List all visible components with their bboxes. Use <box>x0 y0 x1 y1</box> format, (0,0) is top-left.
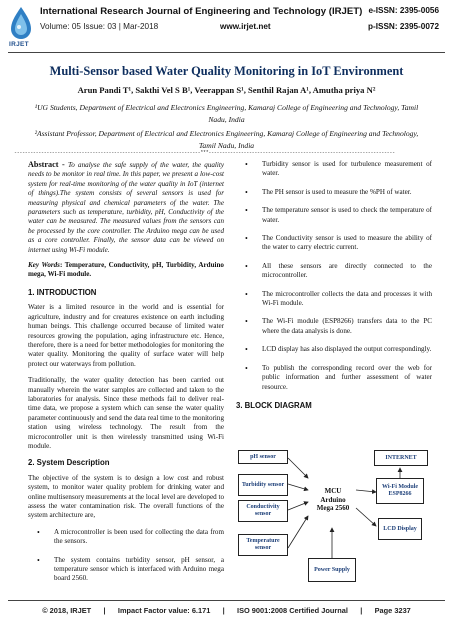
bullet-icon: • <box>245 261 248 271</box>
temperature-sensor-block: Temperature sensor <box>238 534 288 556</box>
journal-name: International Research Journal of Engineering and Technology (IRJET) <box>40 6 363 17</box>
arrow-mcu-to-lcd <box>356 508 376 526</box>
bullet-icon: • <box>245 363 248 373</box>
bullet-icon: • <box>245 234 248 244</box>
keywords <box>28 261 224 280</box>
section-heading-system-description: 2. System Description <box>28 458 110 468</box>
list-item: • All these sensors are directly connected to the microcontroller. <box>245 261 432 280</box>
p-issn: p-ISSN: 2395-0072 <box>368 22 439 31</box>
abstract-text: To analyse the safe supply of the water, the quality needs to be monitor in real time. In this paper, we present a low-cost system for real-time monitoring of the water quality in IoT (internet of things).The system consists of several sensors is used for measuring physical and chemical parameters of the water. The parameters such as temperature, turbidity, pH, Conductivity of the water can be measured. The measured values from the sensors can be processed by the core controller. The Arduino mega can be used as a core controller. Finally, the sensor data can be viewed on internet using Wi-Fi module. <box>28 161 224 254</box>
bullet-icon: • <box>37 555 40 565</box>
list-item: • The PH sensor is used to measure the %PH of water. <box>245 187 412 197</box>
wifi-module-block: Wi-Fi Module ESP8266 <box>376 478 424 504</box>
section-heading-block-diagram: 3. BLOCK DIAGRAM <box>236 400 312 410</box>
lcd-display-block: LCD Display <box>378 518 422 540</box>
keywords-text: : Temperature, Conductivity, pH, Turbidity, Arduino mega, Wi-Fi module. <box>28 261 224 279</box>
section-separator: ---------------------------------------------------------------------***--------------------------------------------------------------------- <box>14 150 395 156</box>
abstract-label: Abstract - <box>28 160 65 169</box>
paper-title: Multi-Sensor based Water Quality Monitoring in IoT Environment <box>49 64 404 78</box>
keywords-label: Key Words <box>28 261 60 270</box>
bullet-icon: • <box>245 345 248 355</box>
intro-paragraph-2: Traditionally, the water quality detection has been carried out manually wherein the water samples are collected and taken to the laboratories for analysis. Since these methods fail to deliver real-time data, we propose a system which can sense the water quality parameter continuously and send the data real time to the monitoring station using wireless technology. The result from the microcontroller unit is then wirelessly transmitted using Wi-Fi module. <box>28 376 224 450</box>
paper-authors: Arun Pandi T¹, Sakthi Vel S B¹, Veerappan S¹, Senthil Rajan A¹, Amutha priya N² <box>77 85 376 95</box>
volume-issue: Volume: 05 Issue: 03 | Mar-2018 <box>40 22 159 31</box>
affiliation-1: ¹UG Students, Department of Electrical and Electronics Engineering, Kamaraj College of Engineering and Technology, Tamil Nadu, India <box>34 103 419 124</box>
affiliation-2: ²Assistant Professor, Department of Electrical and Electronics Engineering, Kamaraj College of Engineering and Technology, Tamil Nadu, India <box>34 129 419 150</box>
arrow-turbidity-to-mcu <box>288 484 308 490</box>
system-bullet-list <box>28 528 224 584</box>
arrow-temperature-to-mcu <box>288 516 308 548</box>
e-issn: e-ISSN: 2395-0056 <box>368 6 439 15</box>
bullet-icon: • <box>245 317 248 327</box>
list-item: • The microcontroller collects the data and processes it with Wi-Fi module. <box>245 289 432 308</box>
power-supply-block: Power Supply <box>308 558 356 582</box>
footer-divider <box>8 600 445 601</box>
list-item: • The temperature sensor is used to check the temperature of water. <box>245 206 432 224</box>
bullet-icon: • <box>245 206 248 216</box>
system-paragraph: The objective of the system is to design a low cost and robust system, to monitor water quality problem for drinking water and online multisensory measurements at the local level are developed to assess the water contamination risk. The overall functions of the system architecture are, <box>28 473 224 520</box>
bullet-icon: • <box>245 160 248 169</box>
bullet-icon: • <box>245 289 248 299</box>
list-item: • The system contains turbidity sensor, pH sensor, a temperature sensor which is interfaced with Arduino mega board 2560. <box>37 555 224 583</box>
bullet-icon: • <box>245 187 248 197</box>
arrow-mcu-to-wifi <box>356 490 376 492</box>
abstract <box>28 160 224 255</box>
journal-url[interactable]: www.irjet.net <box>220 22 271 31</box>
conductivity-sensor-block: Conductivity sensor <box>238 500 288 522</box>
intro-paragraph-1: Water is a limited resource in the world and is essential for agriculture, industry and for creatures existence on earth including human beings. This challenge occurred because of limited water resources growing the population, aging infrastructure etc. Hence, therefore, there is a need for better methodologies for monitoring the water quality. Monitoring the quality of surface water will help protect our waterways from pollution. <box>28 303 224 368</box>
journal-header <box>0 0 453 56</box>
page-footer: © 2018, IRJET | Impact Factor value: 6.171 | ISO 9001:2008 Certified Journal | Page 3237 <box>42 606 411 615</box>
list-item: • LCD display has also displayed the output correspondingly. <box>245 345 432 355</box>
header-divider <box>8 52 445 53</box>
irjet-logo-icon <box>8 5 34 41</box>
arrow-ph-to-mcu <box>288 458 308 478</box>
arrow-conductivity-to-mcu <box>288 502 308 510</box>
logo-text: IRJET <box>9 41 29 48</box>
mcu-block: MCU Arduino Mega 2560 <box>316 487 350 513</box>
right-column <box>236 160 432 416</box>
list-item: • The Conductivity sensor is used to measure the ability of the water to carry electric current. <box>245 234 432 252</box>
ph-sensor-block: pH sensor <box>238 450 288 464</box>
list-item: • A microcontroller is been used for collecting the data from the sensors. <box>37 527 224 546</box>
left-column <box>28 160 224 593</box>
section-heading-introduction: 1. INTRODUCTION <box>28 287 97 297</box>
bullet-icon: • <box>37 527 40 537</box>
list-item: • To publish the corresponding record over the web for public information and further assessment of water resource. <box>245 363 432 391</box>
list-item: • The Wi-Fi module (ESP8266) transfers data to the PC where the data analysis is done. <box>245 317 432 335</box>
block-diagram <box>236 448 432 594</box>
list-item: • Turbidity sensor is used for turbulence measurement of water. <box>245 160 432 178</box>
internet-block: INTERNET <box>374 450 428 466</box>
turbidity-sensor-block: Turbidity sensor <box>238 474 288 496</box>
function-bullet-list <box>236 160 432 392</box>
